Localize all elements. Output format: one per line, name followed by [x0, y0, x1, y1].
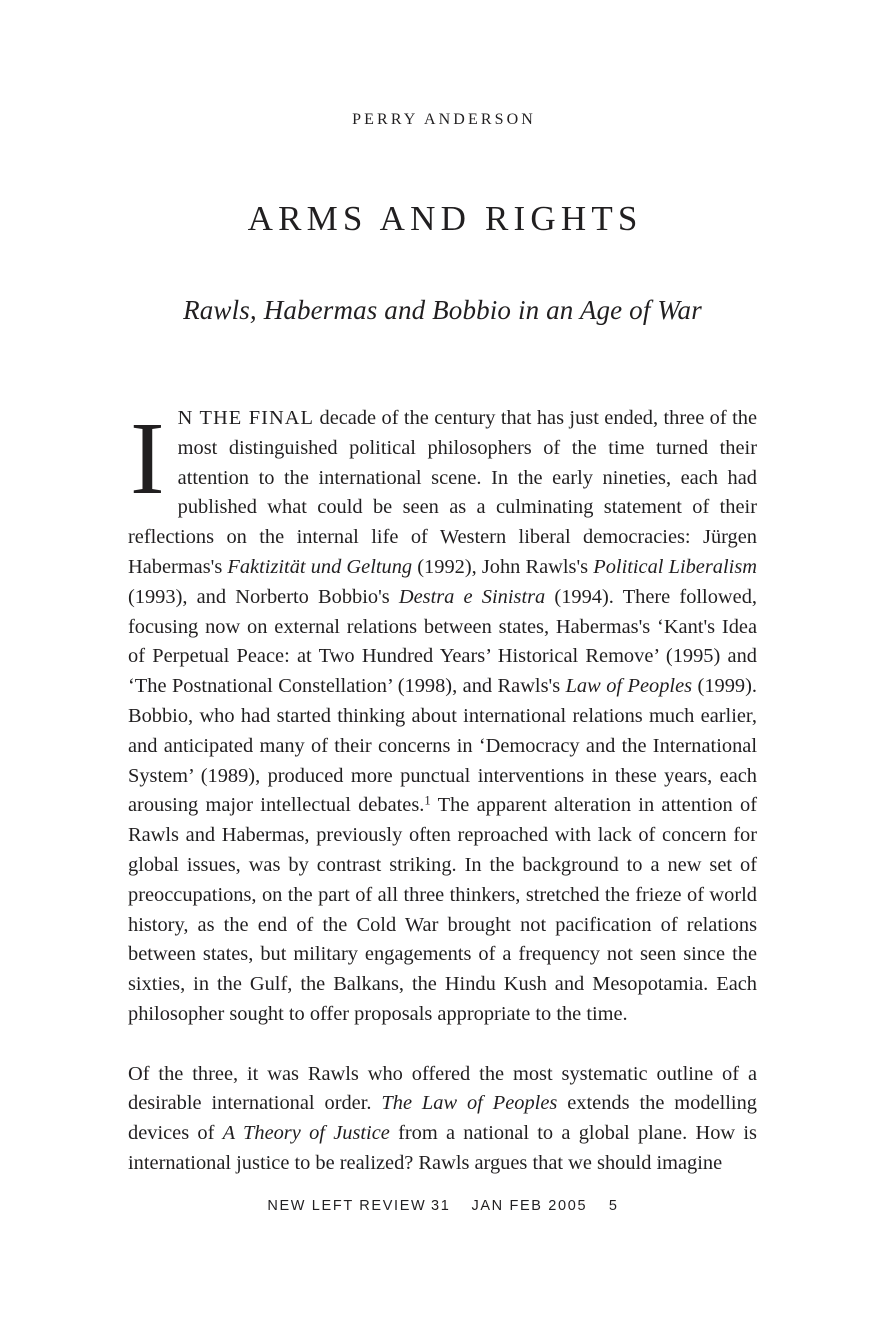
paragraph-1-text-b: (1992), John Rawls's [412, 556, 594, 579]
page-footer [0, 1198, 886, 1214]
drop-cap: I [130, 401, 165, 517]
paragraph-1-text-c: (1993), and Norberto Bobbio's [128, 585, 399, 608]
page-title: ARMS AND RIGHTS [247, 199, 643, 239]
paragraph-2-text-b: extends the modelling devices of [128, 1092, 757, 1145]
article-body [128, 401, 758, 1179]
paragraph-1-text-d: (1994). There followed, focusing now on external relations between states, Habermas's ‘Kant's Idea of Perpetual Peace: at Two Hundred Years’ Historical Remove’ (1995) and ‘The Postnational Constellation’ (1998), and Rawls's [128, 585, 757, 698]
work-title-the-law-of-peoples: The Law of Peoples [381, 1092, 558, 1115]
work-title-political-liberalism: Political Liberalism [593, 556, 757, 579]
body-paragraph-2 [128, 1060, 757, 1179]
page-content [128, 0, 757, 1179]
paragraph-1-text-e: (1999). Bobbio, who had started thinking about international relations much earlier, and anticipated many of their concerns in ‘Democracy and the International System’ (1989), produced more punctual interventions in these years, each arousing major intellectual debates. [128, 675, 757, 817]
author-byline: PERRY ANDERSON [352, 111, 536, 128]
work-title-destra-e-sinistra: Destra e Sinistra [398, 585, 546, 608]
footer-issue-number: 31 [431, 1198, 451, 1214]
footer-page-number: 5 [608, 1198, 619, 1214]
paragraph-1-text-a: decade of the century that has just ended, three of the most distinguished political philosophers of the time turned their attention to the international scene. In the early nineties, each had published what could be seen as a culminating statement of their reflections on the internal life of Western liberal democracies: Jürgen Habermas's [128, 407, 758, 579]
footer-issue-date: JAN FEB 2005 [471, 1198, 588, 1214]
small-caps-lead: N THE FINAL [177, 407, 315, 430]
article-subtitle: Rawls, Habermas and Bobbio in an Age of War [183, 294, 702, 325]
work-title-a-theory-of-justice: A Theory of Justice [222, 1122, 390, 1145]
paragraph-2-text-c: from a national to a global plane. How is international justice to be realized? Rawls argues that we should imagine [128, 1122, 757, 1174]
paragraph-2-text-a: Of the three, it was Rawls who offered the most systematic outline of a desirable international order. [128, 1062, 757, 1115]
body-paragraph-1 [128, 401, 758, 1030]
footnote-reference-1[interactable]: 1 [424, 793, 431, 808]
work-title-faktizitat: Faktizität und Geltung [227, 556, 413, 579]
footer-journal-name: NEW LEFT REVIEW [267, 1198, 427, 1214]
work-title-law-of-peoples: Law of Peoples [565, 675, 693, 698]
paragraph-1-text-f: The apparent alteration in attention of Rawls and Habermas, previously often reproached with lack of concern for global issues, was by contrast striking. In the background to a new set of preoccupations, on the part of all three thinkers, stretched the frieze of world history, as the end of the Cold War brought not pacification of relations between states, but military engagements of a frequency not seen since the sixties, in the Gulf, the Balkans, the Hindu Kush and Mesopotamia. Each philosopher sought to offer proposals appropriate to the time. [128, 794, 758, 1025]
